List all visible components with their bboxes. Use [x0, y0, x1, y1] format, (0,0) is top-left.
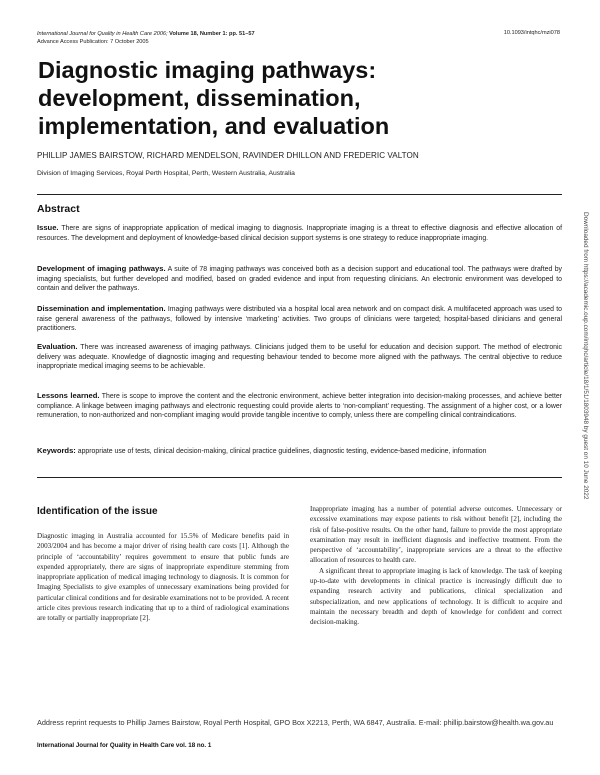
abstract-development: [37, 264, 562, 294]
development-text: A suite of 78 imaging pathways was conceived both as a decision support and educational tool. The pathways were drafted by imaging specialists, but further developed and modified, based on graded evidence and input from requesting clinicians. An electronic environment was developed to contain and deliver the pathways.: [37, 266, 562, 293]
right-paragraph: A significant threat to appropriate imaging is lack of knowledge. The task of keeping up-to-date with developments in clinical practice is increasingly difficult due to expanding research activity and publications, clinical specialization and subspecialization, and new applications of technology. It is difficult to acquire and maintain the necessary breadth and depth of knowledge for confident and correct decision-making.: [310, 566, 562, 627]
abstract-top-rule: [37, 194, 562, 195]
abstract-bottom-rule: [37, 477, 562, 478]
running-header: [37, 30, 255, 46]
dissemination-lead: Dissemination and implementation.: [37, 304, 166, 313]
dissemination-text: Imaging pathways were distributed via a hospital local area network and on compact disk. A multifaceted approach was used to raise general awareness of the pathways, followed by intensive ‘marketing’ activities. Two groups of clinicians were targeted; hospital-based clinicians and general practitioners.: [37, 306, 562, 333]
abstract-keywords: [37, 446, 562, 457]
right-column: [310, 504, 562, 628]
keywords-text: appropriate use of tests, clinical decision-making, clinical practice guidelines, diagnostic testing, evidence-based medicine, information: [77, 448, 487, 455]
volume-line: Volume 18, Number 1: pp. 51–57: [169, 31, 255, 37]
abstract-heading: Abstract: [37, 203, 80, 215]
right-paragraph: Inappropriate imaging has a number of potential adverse outcomes. Unnecessary or excessive examinations may expose patients to risk without benefit [2], including the risk of false-positive results. On the other hand, failure to provide the most appropriate examination may result in inefficient diagnosis and ineffective treatment. From the perspective of ‘accountability’, inappropriate services are a threat to the effective allocation of resources to health care.: [310, 505, 562, 565]
article-title: Diagnostic imaging pathways: development, dissemination, implementation, and evaluation: [38, 57, 390, 139]
doi: 10.1093/intqhc/mzi078: [503, 30, 560, 36]
evaluation-text: There was increased awareness of imaging pathways. Clinicians judged them to be useful for education and decision support. The method of electronic delivery was adequate. Knowledge of diagnostic imaging and requesting behaviour tended to become more aligned with the pathways. The central objective to reduce inappropriate medical imaging seems to be achievable.: [37, 344, 562, 371]
issue-lead: Issue.: [37, 223, 59, 232]
authors: PHILLIP JAMES BAIRSTOW, RICHARD MENDELSON, RAVINDER DHILLON AND FREDERIC VALTON: [37, 151, 419, 160]
issue-text: There are signs of inappropriate application of medical imaging to diagnosis. Inappropriate imaging is a threat to effective diagnosis and effective allocation of resources. The development and deployment of knowledge-based clinical decision support systems is one strategy to reduce inappropriate imaging.: [37, 225, 562, 242]
keywords-lead: Keywords:: [37, 446, 76, 455]
section-heading: Identification of the issue: [37, 506, 158, 517]
abstract-evaluation: [37, 342, 562, 372]
download-sidebar: Downloaded from https://academic.oup.com/intqhc/article/18/1/51/1803948 by guest on 10 June 2022: [582, 212, 589, 500]
evaluation-lead: Evaluation.: [37, 342, 78, 351]
abstract-dissemination: [37, 304, 562, 334]
journal-line: International Journal for Quality in Health Care 2006;: [37, 31, 168, 37]
lessons-lead: Lessons learned.: [37, 391, 100, 400]
abstract-issue: [37, 223, 562, 243]
reprint-address: Address reprint requests to Phillip James Bairstow, Royal Perth Hospital, GPO Box X2213, Perth, WA 6847, Australia. E-mail: phillip.bairstow@health.wa.gov.au: [37, 718, 554, 727]
footer-journal: International Journal for Quality in Health Care vol. 18 no. 1: [37, 742, 212, 749]
left-paragraph: Diagnostic imaging in Australia accounted for 15.5% of Medicare benefits paid in 2003/2004 and has become a major driver of rising health care costs [1]. Although the principle of ‘accountability’ requires government to ensure that public funds are expended appropriately, there are signs of inappropriate expenditure stemming from inappropriate application of medical imaging technology to diagnosis. It is common for Imaging Specialists to give examples of unnecessary examinations being provided for particular clinical conditions and for desirable examinations not to be provided. A recent article cites previous research indicating that up to a third of radiological examinations are totally or partially inappropriate [2].: [37, 532, 289, 623]
lessons-text: There is scope to improve the content and the electronic environment, achieve better integration into decision-making processes, and achieve better compliance. A linkage between imaging pathways and electronic requesting could provide alerts to ‘non-compliant’ requesting. The assignment of a higher cost, or a lower remuneration, to non-authorized and non-compliant imaging would provide tangible incentive to comply, unless there are compelling clinical contraindications.: [37, 393, 562, 420]
affiliation: Division of Imaging Services, Royal Perth Hospital, Perth, Western Australia, Australia: [37, 170, 295, 177]
development-lead: Development of imaging pathways.: [37, 264, 166, 273]
advance-publication-line: Advance Access Publication: 7 October 2005: [37, 39, 149, 45]
abstract-lessons: [37, 391, 562, 421]
left-column: [37, 531, 289, 624]
